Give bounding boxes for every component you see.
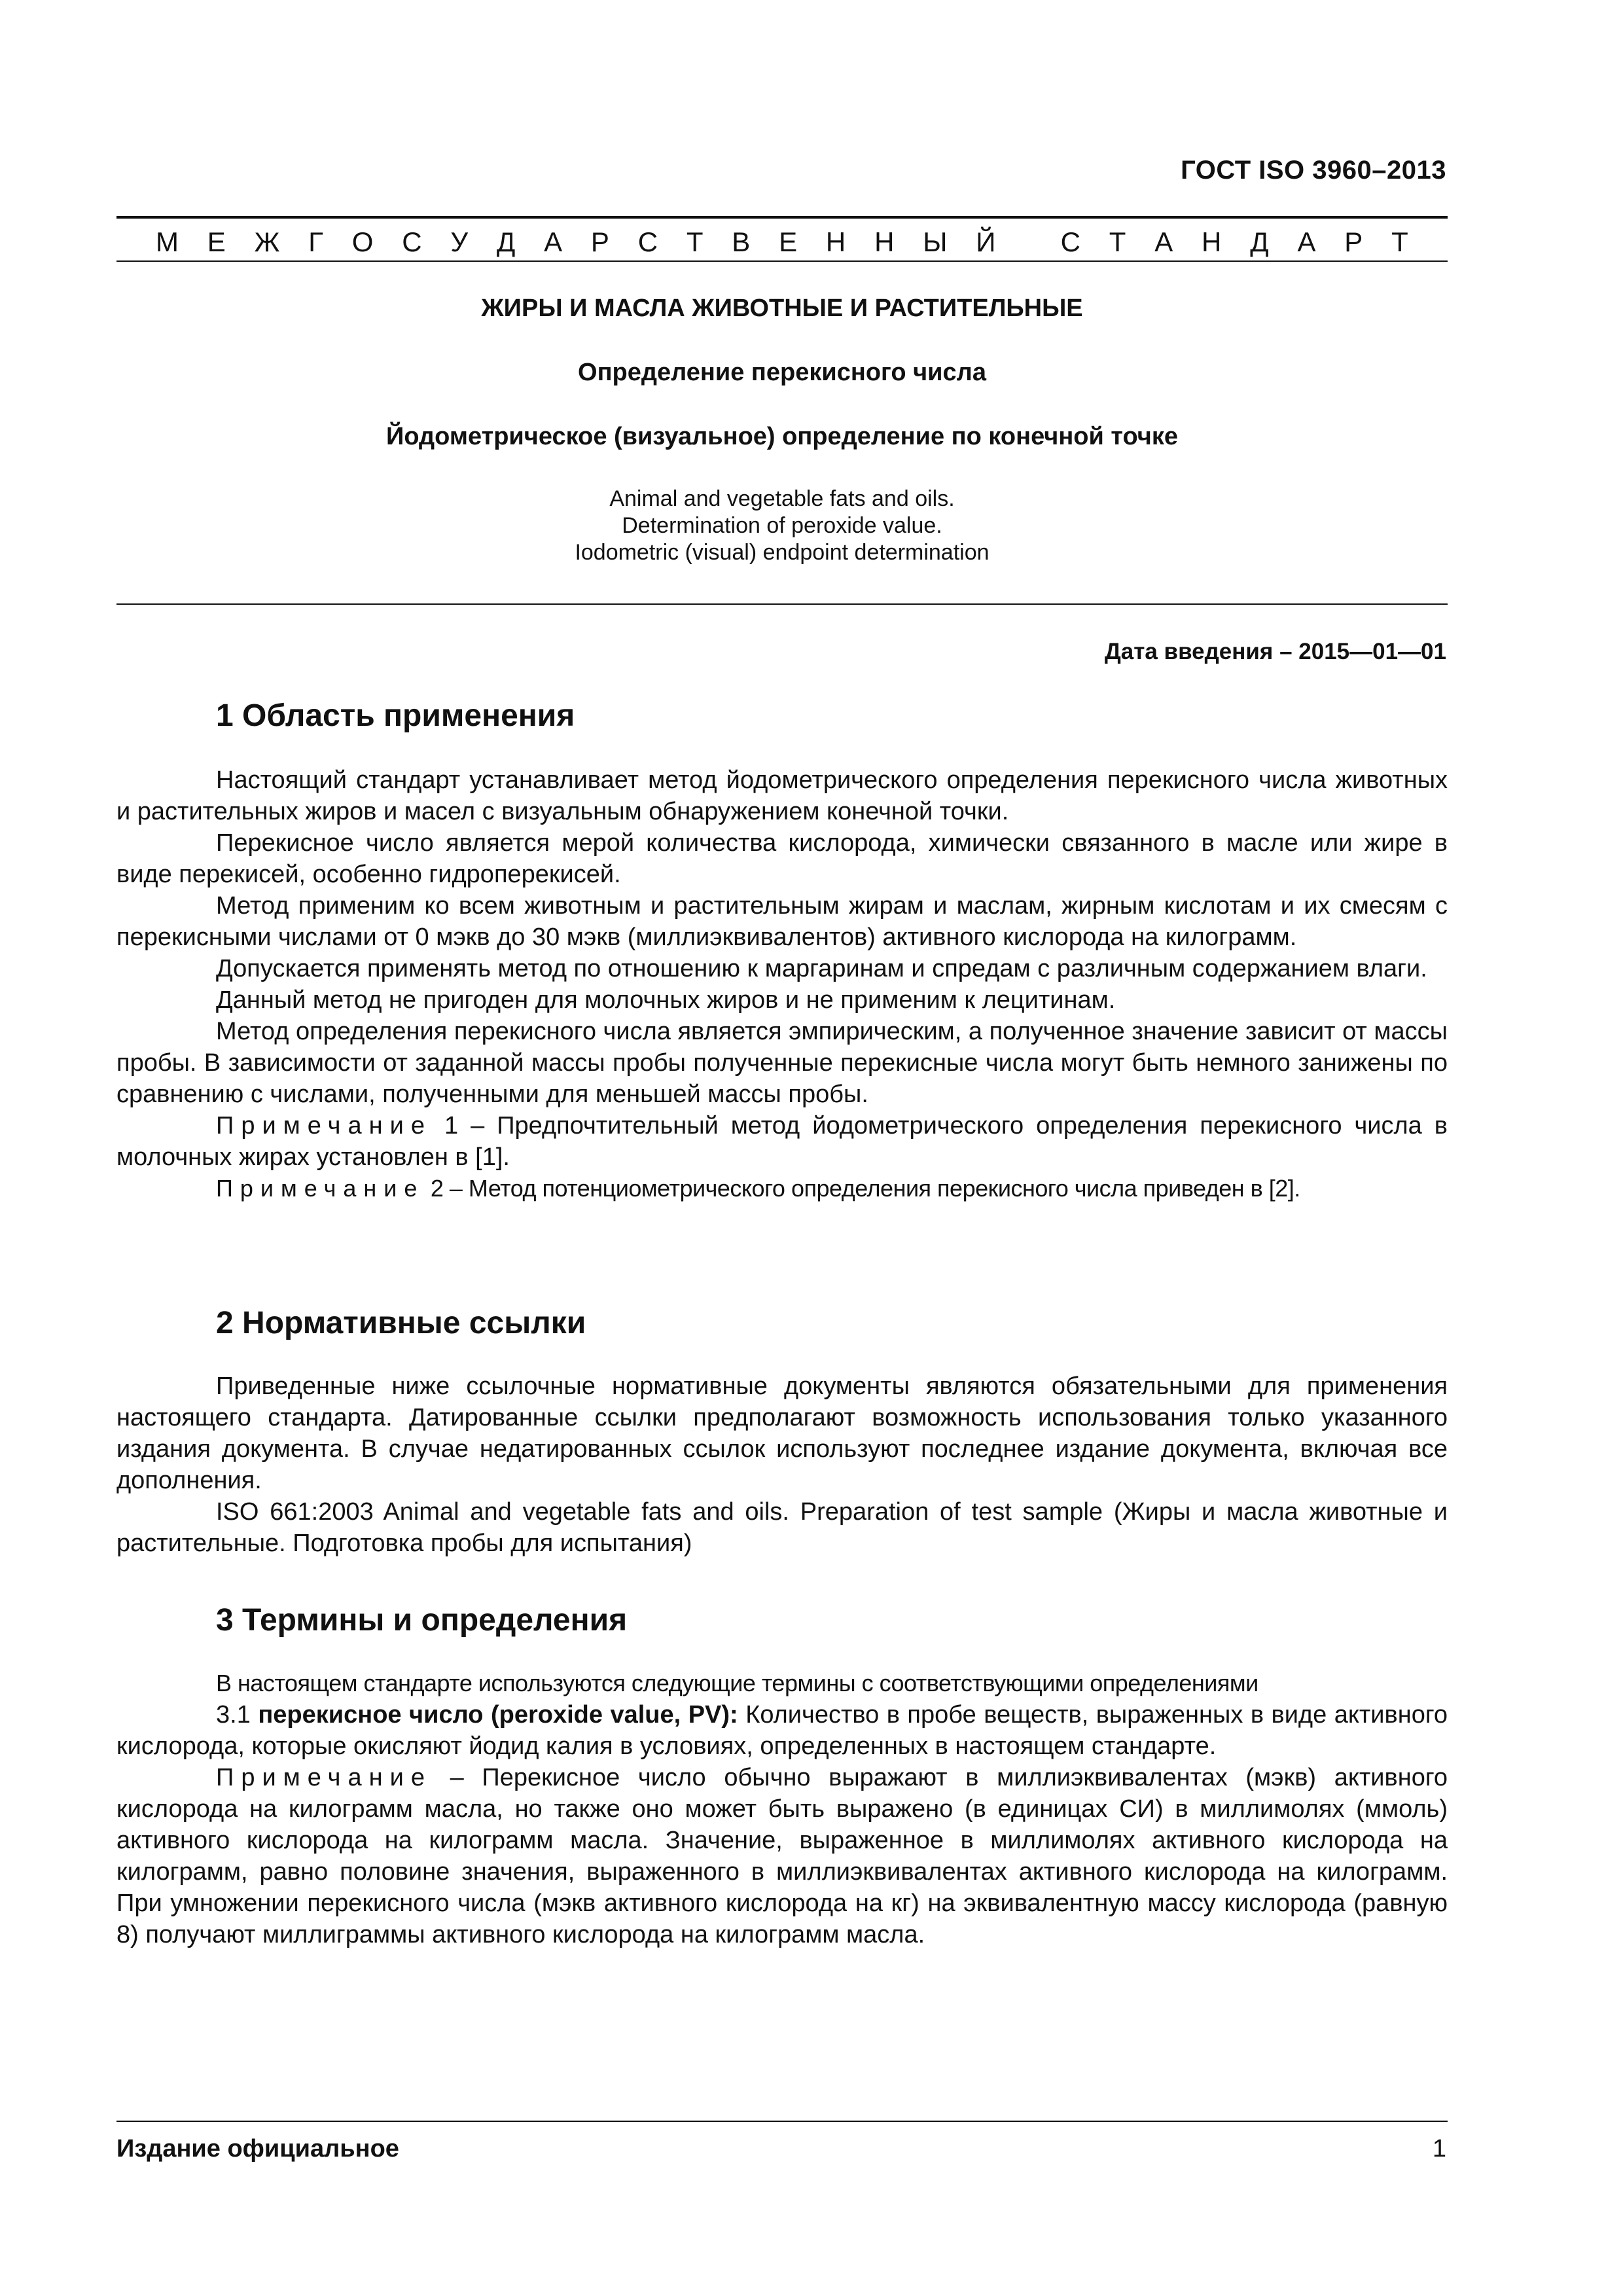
banner-letter: Н xyxy=(1202,226,1222,257)
english-title-line-2: Determination of peroxide value. xyxy=(622,513,942,538)
document-title: ЖИРЫ И МАСЛА ЖИВОТНЫЕ И РАСТИТЕЛЬНЫЕ xyxy=(481,295,1083,322)
note-1 xyxy=(116,1110,1448,1173)
paragraph: ISO 661:2003 Animal and vegetable fats and oils. Preparation of test sample (Жиры и масла животные и растительные. Подготовка пробы для испытания) xyxy=(116,1498,1448,1557)
term-name: перекисное число (peroxide value, PV): xyxy=(258,1701,738,1729)
paragraph: Данный метод не пригоден для молочных жиров и не применим к лецитинам. xyxy=(216,986,1116,1014)
banner-letter: С xyxy=(1060,226,1080,257)
section-3-heading: 3 Термины и определения xyxy=(216,1603,628,1638)
banner-letter: Н xyxy=(825,226,846,257)
note xyxy=(116,1762,1448,1950)
paragraph: Допускается применять метод по отношению к маргаринам и спредам с различным содержанием влаги. xyxy=(216,955,1427,982)
page-number: 1 xyxy=(1432,2135,1446,2162)
banner-letter: Г xyxy=(308,226,323,257)
note-label: Примечание xyxy=(216,1175,425,1202)
banner-letter: В xyxy=(732,226,751,257)
banner-letter: Й xyxy=(976,226,996,257)
section-2-body xyxy=(116,1371,1448,1559)
banner-letter: Т xyxy=(1391,226,1408,257)
banner-letter: С xyxy=(402,226,422,257)
document-subtitle-1: Определение перекисного числа xyxy=(578,359,986,386)
banner-letter: У xyxy=(450,226,469,257)
note-text: 1 – Предпочтительный метод йодометрического определения перекисного числа в молочных жирах установлен в [1]. xyxy=(116,1112,1448,1171)
banner-letter: Т xyxy=(686,226,704,257)
title-separator-rule xyxy=(116,603,1448,605)
paragraph: Настоящий стандарт устанавливает метод йодометрического определения перекисного числа животных и растительных жиров и масел с визуальным обнаружением конечной точки. xyxy=(116,766,1448,825)
header-rule-bottom xyxy=(116,260,1448,262)
edition-label: Издание официальное xyxy=(116,2135,399,2162)
paragraph: Метод определения перекисного числа является эмпирическим, а полученное значение зависит от массы пробы. В зависимости от заданной массы пробы полученные перекисные числа могут быть немного занижены по сравнению с числами, полученными для меньшей массы пробы. xyxy=(116,1018,1448,1108)
banner-letter: Ы xyxy=(923,226,948,257)
header-rule-top xyxy=(116,216,1448,219)
banner-letter: Т xyxy=(1109,226,1126,257)
paragraph: Метод применим ко всем животным и растительным жирам и маслам, жирным кислотам и их смесям с перекисными числами от 0 мэкв до 30 мэкв (миллиэквивалентов) активного кислорода на килограмм. xyxy=(116,892,1448,951)
term-number: 3.1 xyxy=(216,1701,259,1729)
banner-letter: О xyxy=(351,226,374,257)
banner-letter: Д xyxy=(496,226,516,257)
note-label: Примечание xyxy=(216,1112,432,1139)
introduction-date: Дата введения – 2015—01—01 xyxy=(1104,639,1446,664)
banner-letter: Е xyxy=(207,226,226,257)
banner-letter: Ж xyxy=(254,226,280,257)
english-title-line-1: Animal and vegetable fats and oils. xyxy=(609,486,955,511)
note-label: Примечание xyxy=(216,1764,432,1791)
term-text: Количество в пробе веществ, выраженных в виде активного кислорода, которые окисляют йодид калия в условиях, определенных в настоящем стандарте. xyxy=(116,1701,1448,1760)
interstate-standard-banner xyxy=(116,226,1448,259)
english-title-line-3: Iodometric (visual) endpoint determination xyxy=(575,540,990,565)
note-2 xyxy=(116,1173,1448,1204)
banner-word-gap xyxy=(1024,226,1032,259)
banner-letter: Р xyxy=(1344,226,1363,257)
note-text: 2 – Метод потенциометрического определения перекисного числа приведен в [2]. xyxy=(424,1175,1300,1202)
banner-letter: Д xyxy=(1250,226,1269,257)
banner-letter: Н xyxy=(874,226,895,257)
banner-letter: А xyxy=(1154,226,1173,257)
section-1-body xyxy=(116,764,1448,1204)
note-text: – Перекисное число обычно выражают в миллиэквивалентах (мэкв) активного кислорода на килограмм масла, но также оно может быть выражено (в единицах СИ) в миллимолях (ммоль) активного кислорода на килограмм масла. Значение, выраженное в миллимолях активного кислорода на килограмм, равно половине значения, выраженного в миллиэквивалентах активного кислорода на килограмм. При умножении перекисного числа (мэкв активного кислорода на кг) на эквивалентную массу кислорода (равную 8) получают миллиграммы активного кислорода на килограмм масла. xyxy=(116,1764,1448,1948)
footer-rule xyxy=(116,2121,1448,2122)
paragraph: Перекисное число является мерой количества кислорода, химически связанного в масле или жире в виде перекисей, особенно гидроперекисей. xyxy=(116,829,1448,888)
banner-letter: М xyxy=(156,226,179,257)
banner-letter: А xyxy=(1297,226,1316,257)
banner-letter: Р xyxy=(590,226,609,257)
banner-letter: Е xyxy=(779,226,798,257)
section-1-heading: 1 Область применения xyxy=(216,698,575,733)
document-number: ГОСТ ISO 3960–2013 xyxy=(1181,156,1446,185)
paragraph: Приведенные ниже ссылочные нормативные документы являются обязательными для применения настоящего стандарта. Датированные ссылки предполагают возможность использования только указанного издания документа. В случае недатированных ссылок используют последнее издание документа, включая все дополнения. xyxy=(116,1372,1448,1494)
document-subtitle-2: Йодометрическое (визуальное) определение по конечной точке xyxy=(386,423,1178,450)
banner-letter: А xyxy=(544,226,563,257)
section-2-heading: 2 Нормативные ссылки xyxy=(216,1306,586,1340)
paragraph: В настоящем стандарте используются следующие термины с соответствующими определениями xyxy=(216,1670,1258,1696)
banner-letter: С xyxy=(637,226,658,257)
term-definition xyxy=(116,1699,1448,1762)
section-3-body xyxy=(116,1668,1448,1950)
